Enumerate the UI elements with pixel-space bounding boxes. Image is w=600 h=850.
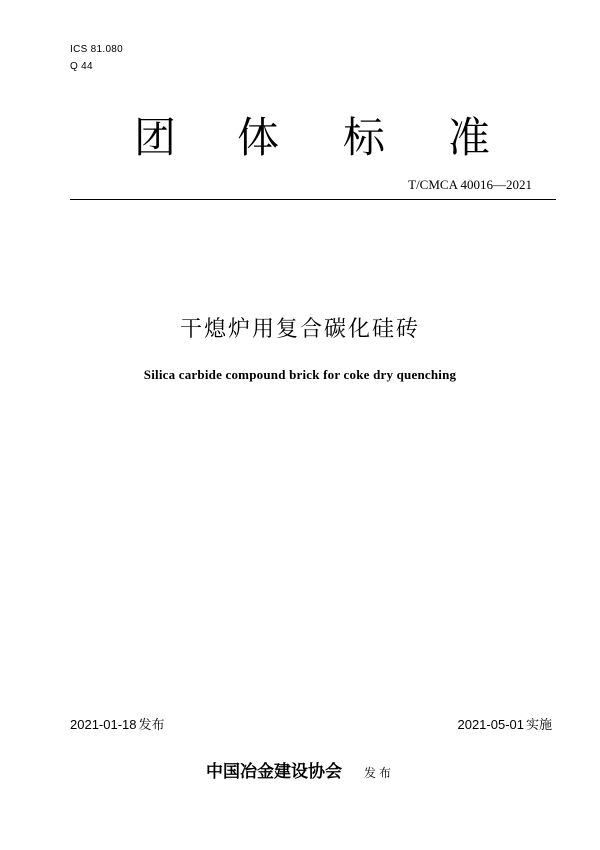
publisher-release-label: 发布 <box>363 766 394 780</box>
publisher <box>0 761 600 784</box>
standard-type-char: 体 <box>236 113 279 162</box>
issue-date-label: 发布 <box>138 718 165 733</box>
standard-number: T/CMCA 40016—2021 <box>408 177 532 192</box>
standard-type-char: 准 <box>447 113 490 162</box>
issue-date <box>70 717 165 734</box>
chinese-title: 干熄炉用复合碳化硅砖 <box>179 317 420 342</box>
ics-code: ICS 81.080 <box>70 44 124 55</box>
header-rule <box>70 199 556 200</box>
ccs-code: Q 44 <box>70 61 93 72</box>
issue-date-value: 2021-01-18 <box>70 717 137 732</box>
implement-date-label: 实施 <box>525 718 552 733</box>
implement-date-value: 2021-05-01 <box>457 717 524 732</box>
publisher-organization: 中国冶金建设协会 <box>205 762 342 782</box>
standard-type-char: 团 <box>133 113 176 162</box>
standard-type-heading <box>0 112 600 164</box>
standard-type-char: 标 <box>342 113 385 162</box>
english-title: Silica carbide compound brick for coke dry quenching <box>143 367 457 382</box>
implement-date <box>457 717 552 734</box>
